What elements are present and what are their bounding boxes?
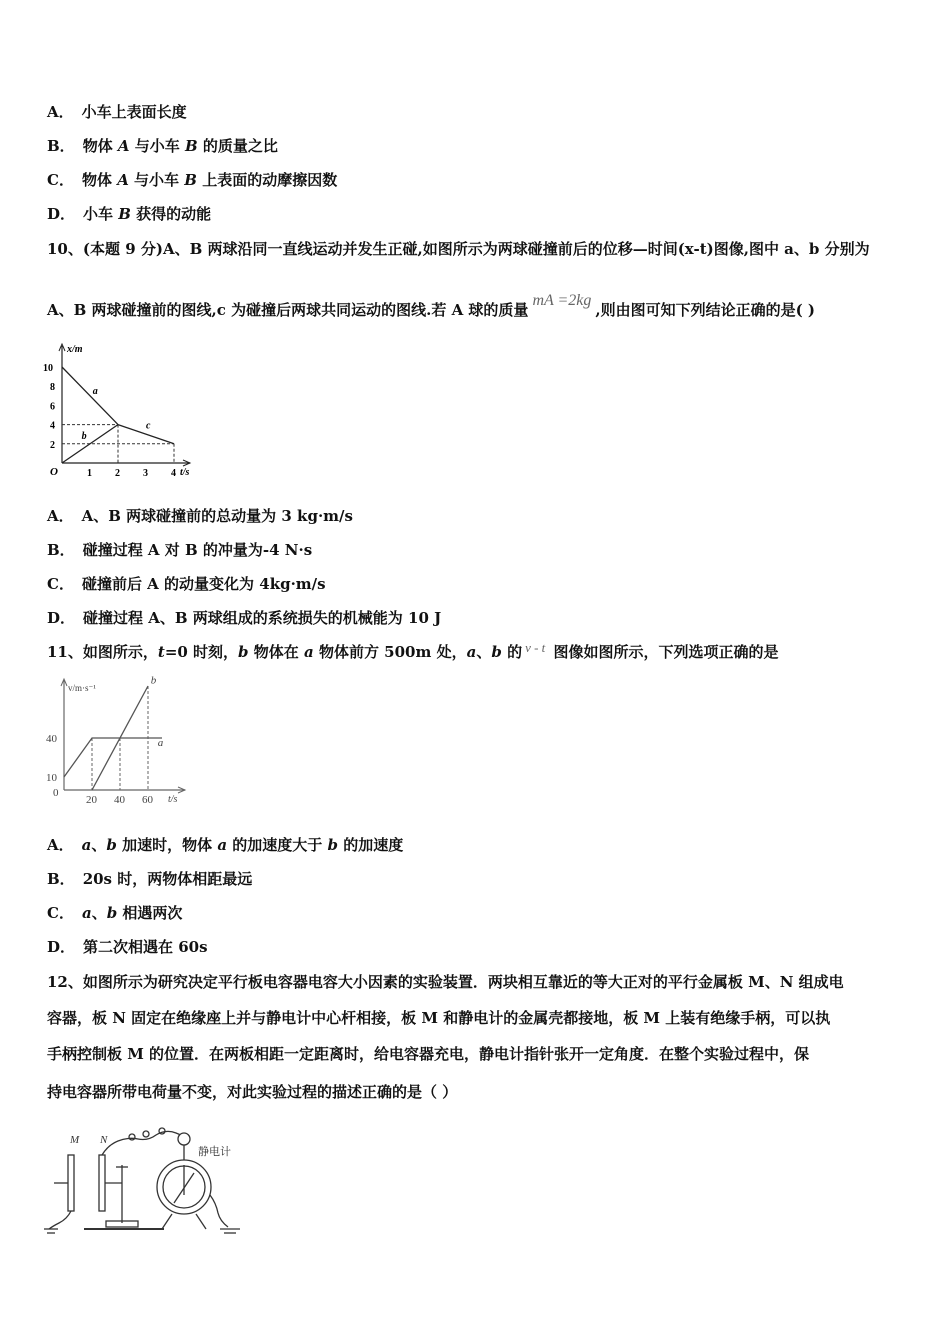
y-tick-2: 2 [50, 439, 55, 451]
q11-option-d: D． 第二次相遇在 60s [47, 938, 208, 956]
q11-option-b: B． 20s 时，两物体相距最远 [47, 870, 253, 888]
x-tick-20: 20 [86, 794, 97, 805]
y-tick-10: 10 [43, 363, 53, 374]
series-label-b: b [81, 431, 87, 442]
origin-label: O [50, 466, 58, 478]
q10-stem-line2: A、B 两球碰撞前的图线,c 为碰撞后两球共同运动的图线.若 A 球的质量mA =2kg,则由图可知下列结论正确的是( ) [47, 292, 816, 319]
y-tick-8: 8 [50, 382, 55, 394]
q10-option-a: A． A、B 两球碰撞前的总动量为 3 kg·m/s [47, 507, 353, 525]
y-tick-6: 6 [50, 401, 55, 413]
x-tick-40: 40 [114, 794, 125, 805]
q11-option-c: C． a、b 相遇两次 [47, 904, 183, 922]
plate-n [99, 1155, 105, 1211]
x-tick-4: 4 [171, 468, 176, 479]
x-tick-2: 2 [115, 468, 120, 479]
q9-option-a: A． 小车上表面长度 [47, 103, 187, 121]
series-label-a: a [92, 385, 98, 397]
plate-m-ground-wire [49, 1211, 71, 1229]
y-tick-4: 4 [50, 420, 55, 432]
series-a [62, 367, 118, 425]
label-electrometer: 静电计 [198, 1145, 231, 1158]
electrometer-ground-wire [210, 1195, 228, 1227]
x-axis-label: t/s [180, 467, 190, 478]
q10-option-b: B． 碰撞过程 A 对 B 的冲量为-4 N·s [47, 541, 313, 559]
q9-option-b: B． 物体 A 与小车 B 的质量之比 [47, 137, 278, 155]
q11-option-a: A． a、b 加速时，物体 a 的加速度大于 b 的加速度 [47, 836, 404, 854]
y-tick-10: 10 [46, 772, 57, 784]
q11-stem: 11、如图所示，t=0 时刻，b 物体在 a 物体前方 500m 处，a、b 的 v - t 图像如图所示，下列选项正确的是 [47, 640, 779, 661]
q9-option-d: D． 小车 B 获得的动能 [47, 205, 212, 223]
q10-option-d: D． 碰撞过程 A、B 两球组成的系统损失的机械能为 10 J [47, 609, 442, 627]
q10-xt-chart [40, 338, 200, 483]
q12-stem-line1: 12、如图所示为研究决定平行板电容器电容大小因素的实验装置．两块相互靠近的等大正对的平行金属板 M、N 组成电 [47, 973, 844, 991]
electrometer-knob [178, 1133, 190, 1145]
q10-option-c: C． 碰撞前后 A 的动量变化为 4kg·m/s [47, 575, 326, 593]
series-label-c: c [146, 420, 151, 432]
series-label-a: a [157, 736, 164, 749]
q9-option-c: C． 物体 A 与小车 B 上表面的动摩擦因数 [47, 171, 338, 189]
origin-label: 0 [53, 787, 59, 799]
q12-capacitor-apparatus-figure [44, 1125, 244, 1240]
series-a [64, 738, 162, 777]
series-label-b: b [150, 675, 157, 687]
x-tick-1: 1 [87, 468, 92, 479]
q12-stem-line2: 容器，板 N 固定在绝缘座上并与静电计中心杆相接，板 M 和静电计的金属壳都接地，板 M 上装有绝缘手柄，可以执 [47, 1009, 831, 1027]
q12-stem-line4: 持电容器所带电荷量不变，对此实验过程的描述正确的是（ ） [47, 1083, 458, 1101]
y-tick-40: 40 [46, 733, 57, 745]
x-tick-60: 60 [142, 794, 153, 805]
x-tick-3: 3 [143, 468, 148, 479]
connecting-wire [102, 1131, 186, 1155]
q12-stem-line3: 手柄控制板 M 的位置．在两板相距一定距离时，给电容器充电，静电计指针张开一定角度．在整个实验过程中，保 [47, 1045, 810, 1063]
q10-stem-line1: 10、(本题 9 分)A、B 两球沿同一直线运动并发生正碰,如图所示为两球碰撞前后的位移—时间(x-t)图像,图中 a、b 分别为 [47, 240, 870, 258]
plate-m [68, 1155, 74, 1211]
y-axis-label: x/m [67, 344, 83, 355]
y-axis-label: v/m·s⁻¹ [68, 683, 96, 693]
label-n: N [100, 1134, 108, 1146]
x-axis-label: t/s [168, 794, 178, 805]
q11-vt-formula: v - t [525, 640, 546, 655]
q11-vt-chart [40, 675, 200, 805]
q10-mass-formula: mA =2kg [532, 292, 592, 309]
label-m: M [70, 1134, 80, 1146]
